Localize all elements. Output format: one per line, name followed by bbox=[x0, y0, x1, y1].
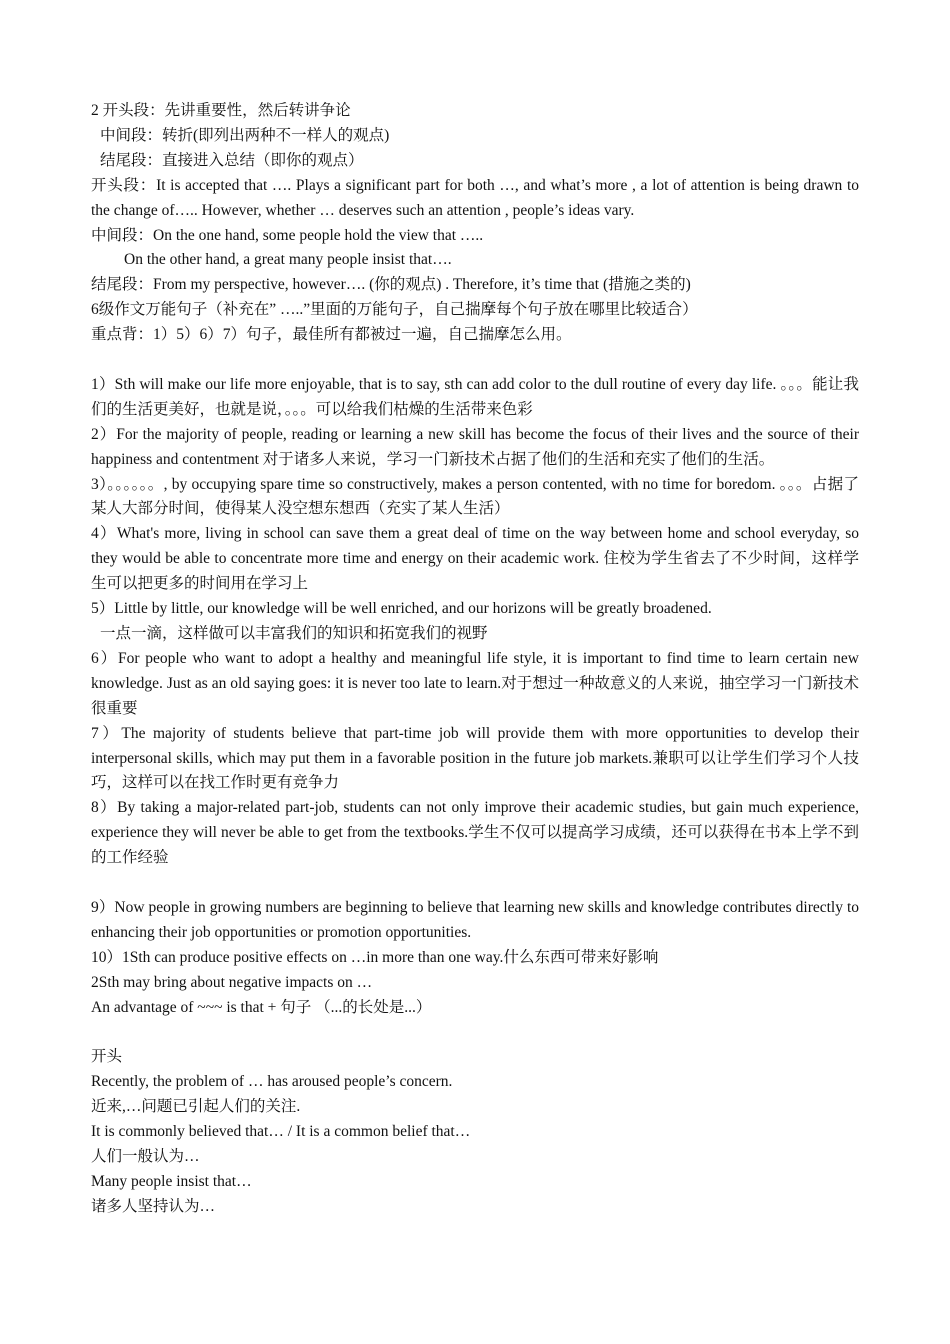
opening-3-zh: 诸多人坚持认为… bbox=[91, 1197, 216, 1215]
sentence-7: 7）The majority of students believe that part-time job will provide them with more opportunities to develop their interpersonal skills, which may put them in a favorable position in the future job markets.兼职可以让学生们学习个人技巧，这样可以在找工作时更有竞争力 bbox=[91, 724, 859, 792]
sentence-9: 9）Now people in growing numbers are beginning to believe that learning new skills and knowledge contributes directly to enhancing their job opportunities or promotion opportunities. bbox=[91, 898, 859, 941]
sentence-5: 5）Little by little, our knowledge will be well enriched, and our horizons will be greatly broadened. bbox=[91, 600, 712, 618]
sentence-3: 3）。。。。。。, by occupying spare time so constructively, makes a person contented, with no time for boredom. 。。。占据了某人大部分时间，使得某人没空想东想西（充实了某人生活） bbox=[91, 475, 859, 518]
opening-1-zh: 近来,…问题已引起人们的关注. bbox=[91, 1098, 301, 1116]
outline-intro: 2 开头段：先讲重要性，然后转讲争论 bbox=[91, 102, 351, 119]
sentence-2: 2）For the majority of people, reading or learning a new skill has become the focus of their lives and the source of their happiness and contentment 对于诸多人来说，学习一门新技术占据了他们的生活和充实了他们的生活。 bbox=[91, 425, 859, 468]
template-intro: 开头段：It is accepted that …. Plays a significant part for both …, and what’s more , a lot of attention is being drawn to the change of….. However, whether … deserves such an attention , people’s ideas vary. bbox=[91, 176, 859, 219]
template-body-2: On the other hand, a great many people insist that…. bbox=[124, 251, 452, 269]
opening-heading: 开头 bbox=[91, 1048, 123, 1066]
spacer bbox=[91, 1021, 859, 1046]
sentence-6: 6）For people who want to adopt a healthy and meaningful life style, it is important to find time to learn certain new knowledge. Just as an old saying goes: it is never too late to learn.对于想过一种故意义的人来说，抽空学习一门新技术很重要 bbox=[91, 649, 859, 717]
sentence-5-translation: 一点一滴，这样做可以丰富我们的知识和拓宽我们的视野 bbox=[100, 625, 488, 643]
sentence-10-part-3: An advantage of ~~~ is that + 句子 （...的长处是...） bbox=[91, 998, 432, 1016]
sentence-10: 10）1Sth can produce positive effects on …in more than one way.什么东西可带来好影响 bbox=[91, 948, 659, 966]
key-note: 重点背：1）5）6）7）句子，最佳所有都被过一遍，自己揣摩怎么用。 bbox=[91, 326, 572, 344]
sentence-4: 4）What's more, living in school can save them a great deal of time on the way between home and school everyday, so they would be able to concentrate more time and energy on their academic work. 住校为学生省去了不少时间，这样学生可以把更多的时间用在学习上 bbox=[91, 525, 859, 593]
opening-1-en: Recently, the problem of … has aroused people’s concern. bbox=[91, 1073, 453, 1091]
outline-conclusion: 结尾段：直接进入总结（即你的观点） bbox=[100, 151, 364, 169]
sentence-10-part-2: 2Sth may bring about negative impacts on … bbox=[91, 973, 373, 991]
opening-2-zh: 人们一般认为… bbox=[91, 1148, 200, 1166]
opening-2-en: It is commonly believed that… / It is a common belief that… bbox=[91, 1123, 471, 1141]
outline-body: 中间段：转折(即列出两种不一样人的观点) bbox=[100, 126, 390, 144]
spacer bbox=[91, 348, 859, 373]
template-body-1: 中间段：On the one hand, some people hold the view that ….. bbox=[91, 226, 484, 244]
sentence-8: 8）By taking a major-related part-job, students can not only improve their academic studies, but gain much experience, experience they will never be able to get from the textbooks.学生不仅可以提高学习成绩，还可以获得在书本上学不到的工作经验 bbox=[91, 799, 859, 867]
sentence-1: 1）Sth will make our life more enjoyable, that is to say, sth can add color to the dull routine of every day life. 。。。能让我们的生活更美好，也就是说，。。。可以给我们枯燥的生活带来色彩 bbox=[91, 375, 859, 418]
section-heading-sentences: 6级作文万能句子（补充在” …..”里面的万能句子，自己揣摩每个句子放在哪里比较适合） bbox=[91, 301, 698, 319]
opening-3-en: Many people insist that… bbox=[91, 1172, 252, 1190]
document-page bbox=[91, 99, 859, 1220]
spacer bbox=[91, 871, 859, 896]
template-conclusion: 结尾段：From my perspective, however…. (你的观点) . Therefore, it’s time that (措施之类的) bbox=[91, 276, 691, 294]
